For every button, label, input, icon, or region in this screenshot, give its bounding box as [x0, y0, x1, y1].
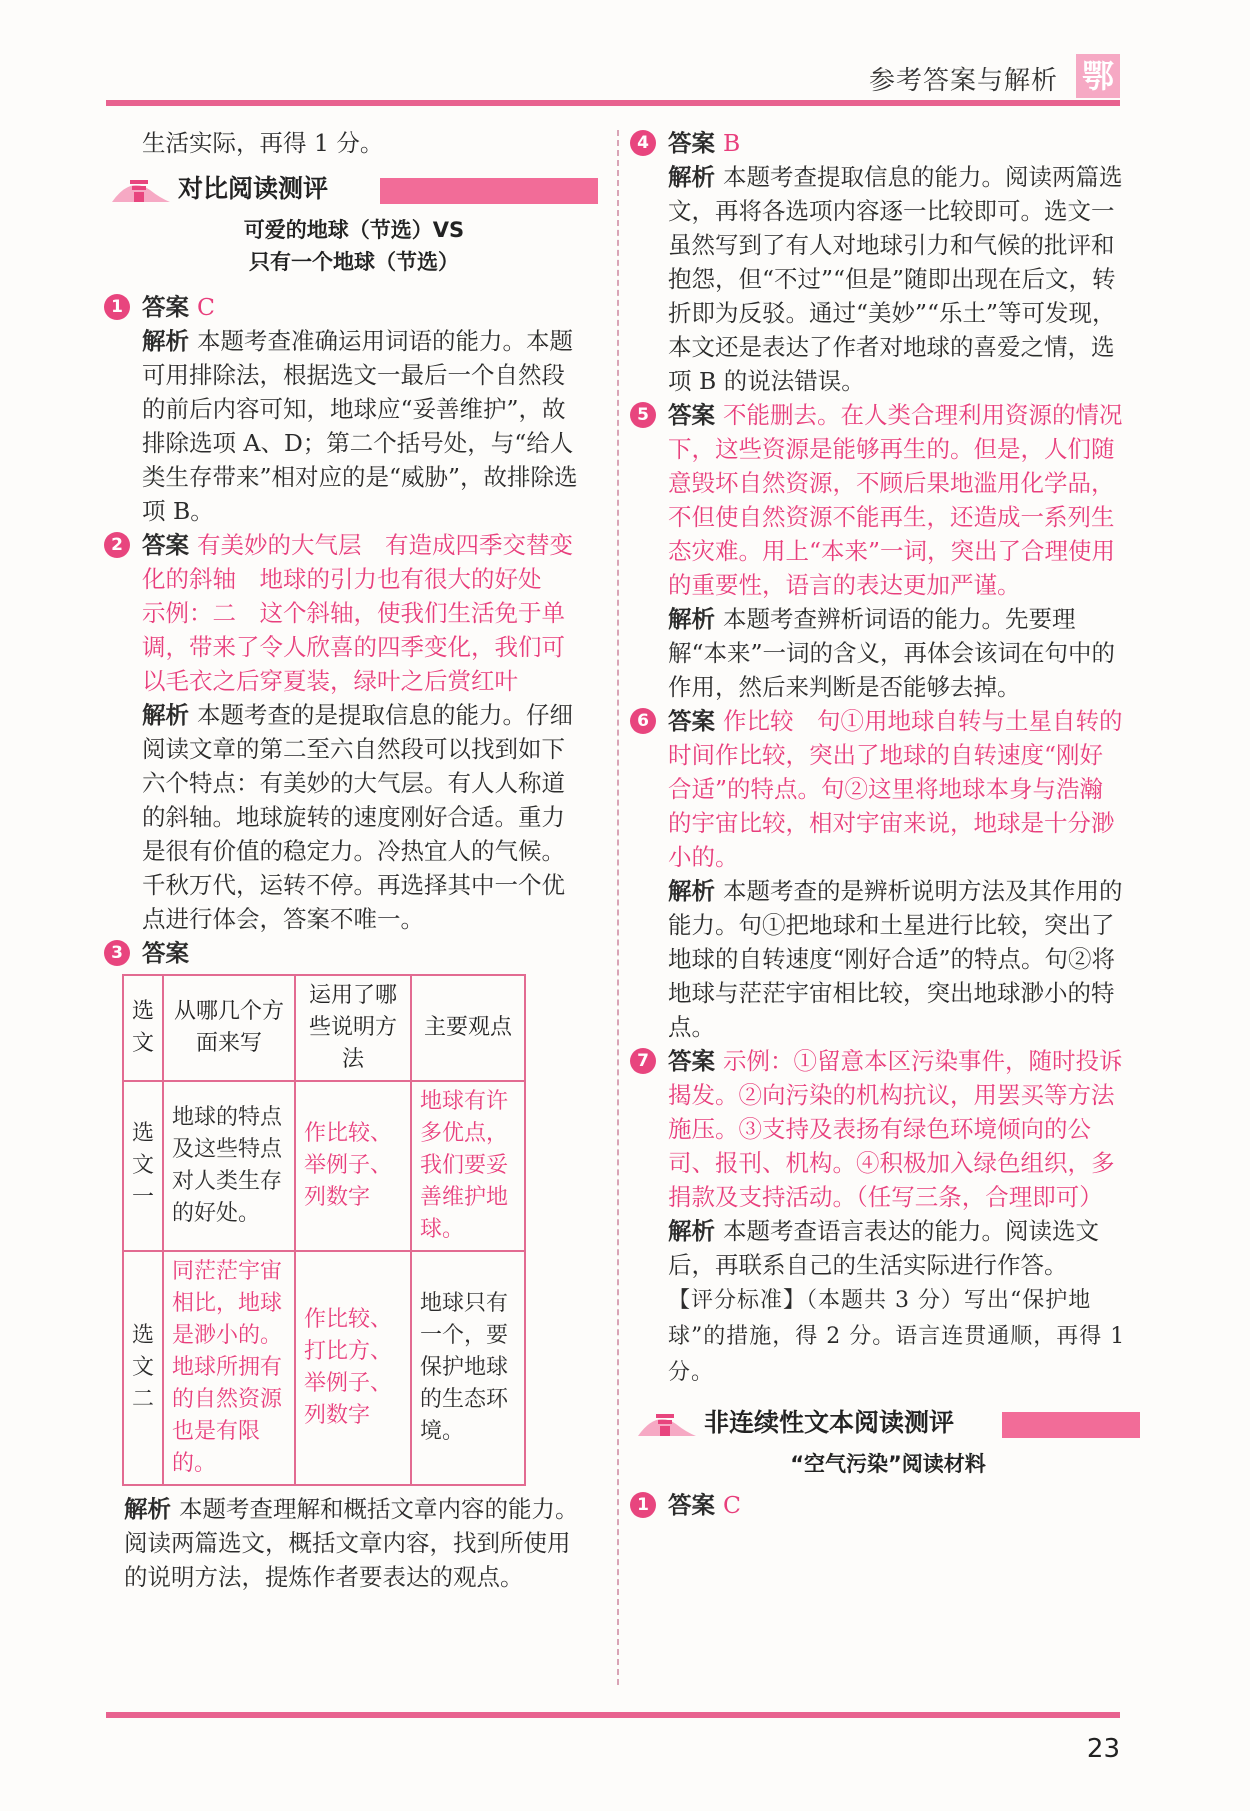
table-header-cell: 从哪几个方面来写: [163, 975, 295, 1081]
section-bar: [380, 178, 598, 204]
table-header-cell: 运用了哪些说明方法: [295, 975, 411, 1081]
scoring-criteria: 【评分标准】（本题共 3 分）写出“保护地球”的措施，得 2 分。语言连贯通顺，再得 1 分。: [668, 1288, 1126, 1385]
answer-label: 答案: [668, 1491, 715, 1519]
table-row: [123, 1251, 525, 1485]
answer-text: B: [723, 129, 741, 157]
analysis-text: 本题考查辨析词语的能力。先要理解“本来”一词的含义，再体会该词在句中的作用，然后来判断是否能够去掉。: [668, 605, 1116, 701]
section-header-noncontinuous: [636, 1400, 1126, 1444]
table-cell: 地球只有一个，要保护地球的生态环境。: [411, 1251, 525, 1485]
analysis-label: 解析: [668, 1217, 715, 1245]
section-header-compare: [110, 166, 584, 210]
page-header: [106, 48, 1120, 106]
right-column: [637, 126, 1126, 1522]
intro-text: 生活实际，再得 1 分。: [142, 129, 384, 157]
question-6: [637, 704, 1126, 1044]
question-number: 6: [630, 708, 656, 734]
answer-table: [122, 974, 526, 1486]
answer-example: 示例：二 这个斜轴，使我们生活免于单调，带来了令人欣喜的四季变化，我们可以毛衣之后穿夏装，绿叶之后赏红叶: [142, 599, 565, 695]
question-5: [637, 398, 1126, 704]
table-cell: 选文一: [123, 1081, 163, 1251]
pagoda-icon: [636, 1406, 698, 1438]
question-number: 1: [630, 1492, 656, 1518]
question-1: [111, 290, 584, 528]
question-7: [637, 1044, 1126, 1390]
table-row: [123, 1081, 525, 1251]
analysis-label: 解析: [668, 163, 715, 191]
question-2: [111, 528, 584, 936]
analysis-label: 解析: [124, 1495, 171, 1523]
section-subtitle-2: 只有一个地球（节选）: [249, 250, 459, 274]
answer-label: 答案: [142, 531, 189, 559]
question-number: 2: [104, 532, 130, 558]
analysis-text: 本题考查提取信息的能力。阅读两篇选文，再将各选项内容逐一比较即可。选文一虽然写到了有人对地球引力和气候的批评和抱怨，但“不过”“但是”随即出现在后文，转折即为反驳。通过“美妙”“乐土”等可发现，本文还是表达了作者对地球的喜爱之情，选项 B 的说法错误。: [668, 163, 1123, 395]
answer-label: 答案: [668, 401, 715, 429]
header-title: 参考答案与解析: [868, 66, 1058, 96]
answer-text: C: [197, 293, 215, 321]
question-number: 3: [104, 940, 130, 966]
page-number: 23: [1086, 1734, 1120, 1764]
column-divider: [617, 130, 619, 1685]
question-number: 5: [630, 402, 656, 428]
answer-text: 有美妙的大气层 有造成四季交替变化的斜轴 地球的引力也有很大的好处: [142, 531, 573, 593]
answer-label: 答案: [142, 293, 189, 321]
section-title: 非连续性文本阅读测评: [704, 1408, 955, 1437]
answer-label: 答案: [668, 707, 715, 735]
question-number: 4: [630, 130, 656, 156]
province-badge: 鄂: [1076, 54, 1120, 98]
analysis-label: 解析: [668, 605, 715, 633]
analysis-label: 解析: [142, 701, 189, 729]
answer-text: 不能删去。在人类合理利用资源的情况下，这些资源是能够再生的。但是，人们随意毁坏自然资源，不顾后果地滥用化学品，不但使自然资源不能再生，还造成一系列生态灾难。用上“本来”一词，突出了合理使用的重要性，语言的表达更加严谨。: [668, 401, 1123, 599]
footer-rule: [106, 1712, 1120, 1718]
table-header-cell: 选文: [123, 975, 163, 1081]
q3-analysis: [124, 1492, 584, 1594]
analysis-text: 本题考查语言表达的能力。阅读选文后，再联系自己的生活实际进行作答。: [668, 1217, 1099, 1279]
question-number: 7: [630, 1048, 656, 1074]
section-subtitle-1: 可爱的地球（节选）VS: [243, 218, 465, 242]
analysis-text: 本题考查的是提取信息的能力。仔细阅读文章的第二至六自然段可以找到如下六个特点：有美妙的大气层。有人人称道的斜轴。地球旋转的速度刚好合适。重力是很有价值的稳定力。冷热宜人的气候。千秋万代，运转不停。再选择其中一个优点进行体会，答案不唯一。: [142, 701, 573, 933]
answer-text: 示例：①留意本区污染事件，随时投诉揭发。②向污染的机构抗议，用罢买等方法施压。③支持及表扬有绿色环境倾向的公司、报刊、机构。④积极加入绿色组织，多捐款及支持活动。（任写三条，合理即可）: [668, 1047, 1123, 1211]
answer-label: 答案: [668, 129, 715, 157]
answer-text: C: [723, 1491, 741, 1519]
analysis-label: 解析: [142, 327, 189, 355]
analysis-text: 本题考查准确运用词语的能力。本题可用排除法，根据选文一最后一个自然段的前后内容可知，地球应“妥善维护”，故排除选项 A、D；第二个括号处，与“给人类生存带来”相对应的是“威胁”，故排除选项 B。: [142, 327, 578, 525]
table-cell: 地球有许多优点，我们要妥善维护地球。: [411, 1081, 525, 1251]
table-cell: 地球的特点及这些特点对人类生存的好处。: [163, 1081, 295, 1251]
analysis-text: 本题考查的是辨析说明方法及其作用的能力。句①把地球和土星进行比较，突出了地球的自转速度“刚好合适”的特点。句②将地球与茫茫宇宙相比较，突出地球渺小的特点。: [668, 877, 1123, 1041]
header-rule: [106, 100, 1120, 106]
analysis-label: 解析: [668, 877, 715, 905]
section-bar: [1002, 1412, 1140, 1438]
answer-label: 答案: [668, 1047, 715, 1075]
analysis-text: 本题考查理解和概括文章内容的能力。阅读两篇选文，概括文章内容，找到所使用的说明方法，提炼作者要表达的观点。: [124, 1495, 579, 1591]
pagoda-icon: [110, 172, 172, 204]
table-cell: 同茫茫宇宙相比，地球是渺小的。地球所拥有的自然资源也是有限的。: [163, 1251, 295, 1485]
question-3: [111, 936, 584, 970]
section-title: 对比阅读测评: [178, 174, 329, 203]
answer-text: 作比较 句①用地球自转与土星自转的时间作比较，突出了地球的自转速度“刚好合适”的特点。句②这里将地球本身与浩瀚的宇宙比较，相对宇宙来说，地球是十分渺小的。: [668, 707, 1123, 871]
table-header-row: [123, 975, 525, 1081]
table-cell: 选文二: [123, 1251, 163, 1485]
table-header-cell: 主要观点: [411, 975, 525, 1081]
question-number: 1: [104, 294, 130, 320]
table-cell: 作比较、打比方、举例子、列数字: [295, 1251, 411, 1485]
question-1b: [637, 1488, 1126, 1522]
section-subtitle: “空气污染”阅读材料: [790, 1452, 986, 1476]
question-4: [637, 126, 1126, 398]
left-column: [111, 126, 584, 1594]
answer-label: 答案: [142, 939, 189, 967]
table-cell: 作比较、举例子、列数字: [295, 1081, 411, 1251]
